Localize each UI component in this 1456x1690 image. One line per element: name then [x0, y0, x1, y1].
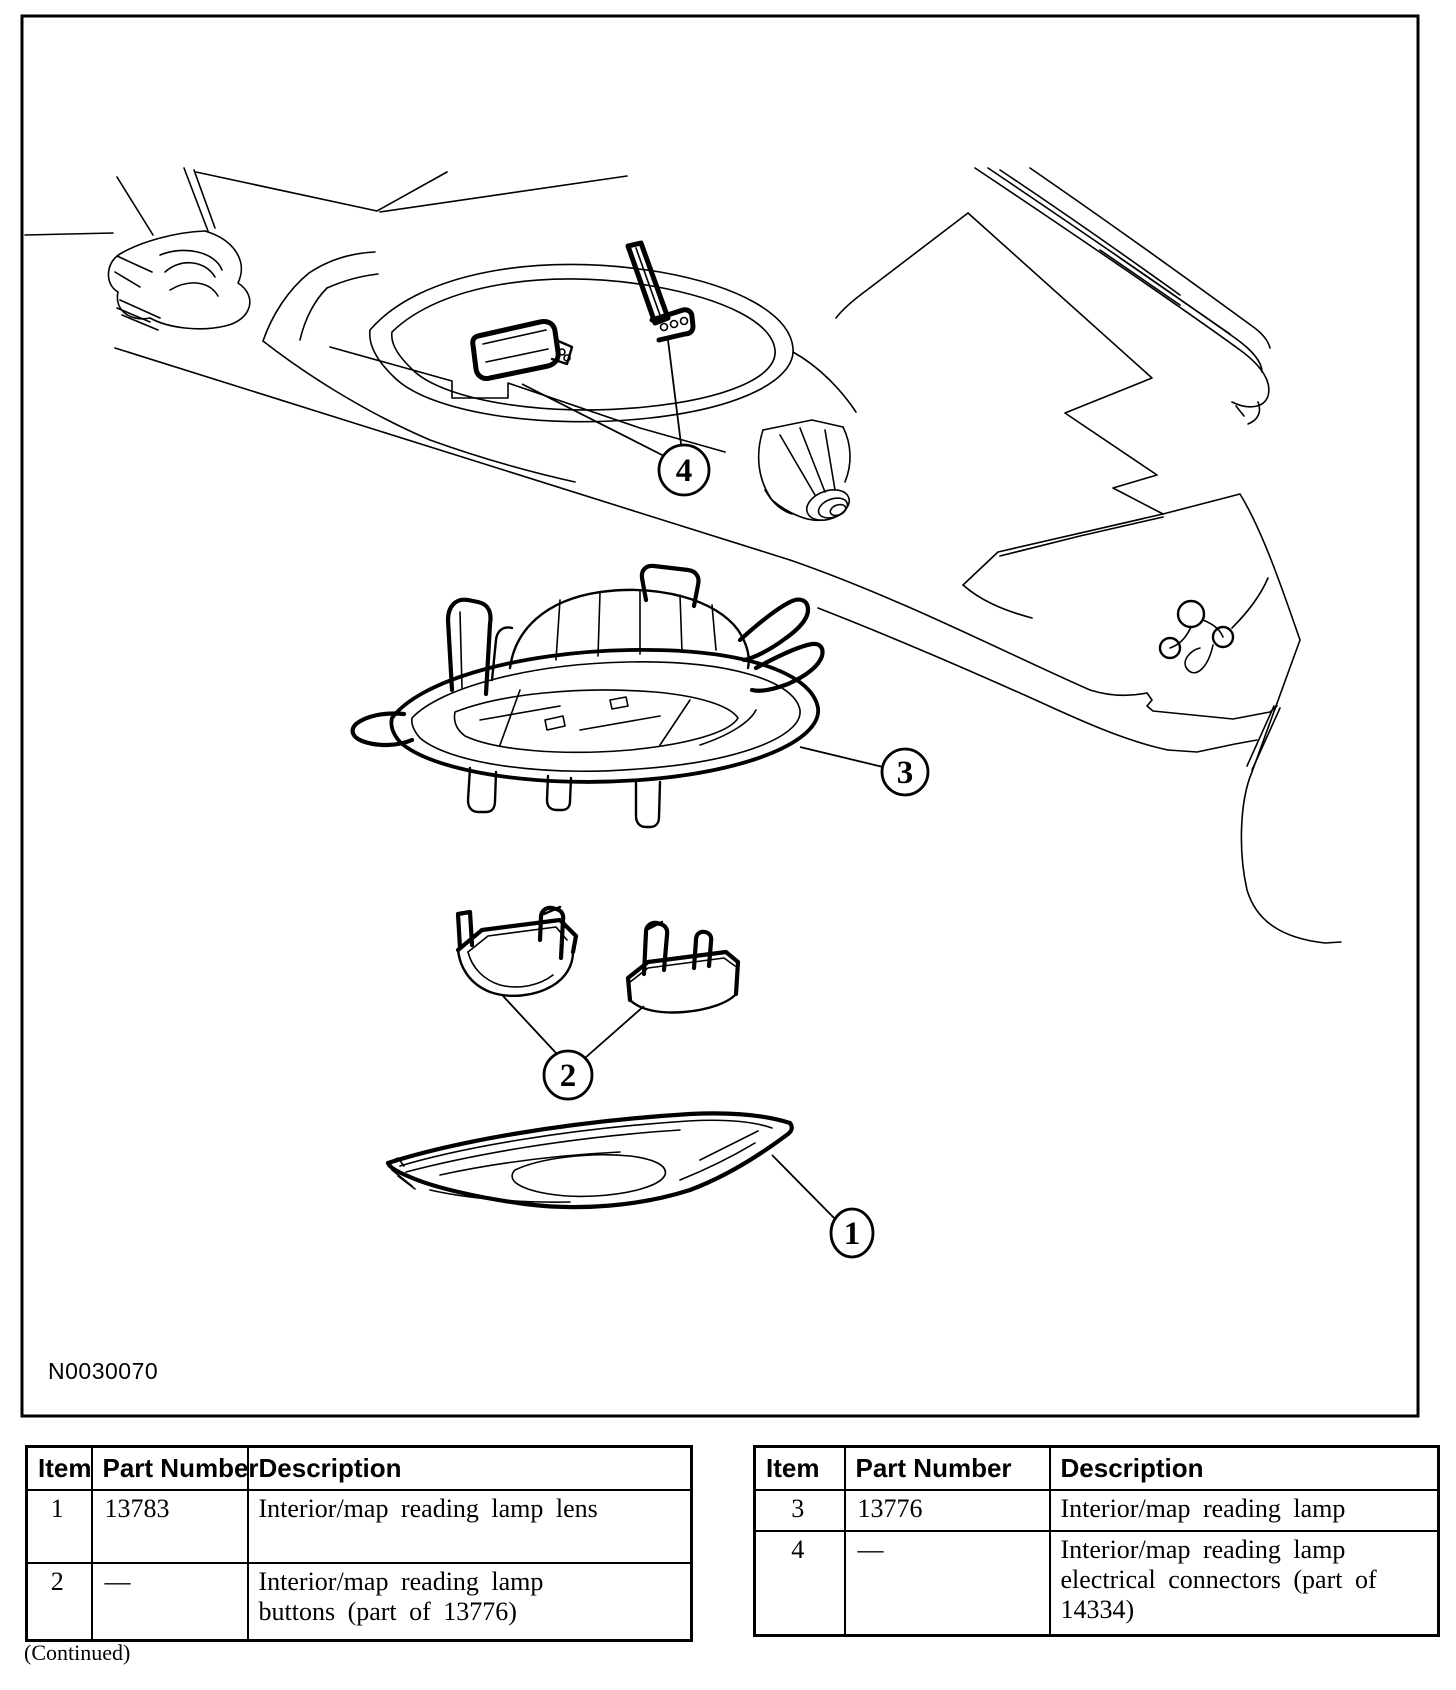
parts-table-right [753, 1445, 1440, 1637]
header-part-number: Part Number [92, 1447, 248, 1491]
part-description [1050, 1490, 1439, 1531]
visor-clip-cone [759, 420, 854, 526]
part-description [248, 1490, 692, 1563]
callout-3-label: 3 [896, 755, 914, 791]
lamp-housing [353, 566, 823, 827]
connector-vertical [628, 243, 693, 340]
headliner-outline [115, 168, 1341, 943]
callout-2 [503, 996, 644, 1099]
table-row [755, 1490, 1439, 1531]
header-item: Item [27, 1447, 92, 1491]
part-description-text: Interior/map reading lamp electrical connectors (part of 14334) [1060, 1535, 1377, 1624]
item-number: 4 [755, 1531, 845, 1635]
part-description-text: Interior/map reading lamp buttons (part of 13776) [258, 1567, 544, 1626]
part-number: 13783 [92, 1490, 248, 1563]
part-number: — [845, 1531, 1050, 1635]
console-opening [370, 264, 856, 421]
callout-4-label: 4 [675, 453, 693, 489]
part-number: 13776 [845, 1490, 1050, 1531]
callout-1-label: 1 [843, 1216, 861, 1252]
item-number: 2 [27, 1563, 92, 1640]
header-description: Description [1050, 1447, 1439, 1491]
visor-roll [25, 231, 250, 330]
part-description-text: Interior/map reading lamp [1060, 1494, 1346, 1523]
table-row [27, 1563, 692, 1640]
callout-2-label: 2 [559, 1058, 577, 1094]
connector-horizontal [473, 321, 572, 378]
item-number: 3 [755, 1490, 845, 1531]
lamp-lens [388, 1113, 792, 1207]
table-row [27, 1490, 692, 1563]
wire-grommets [1160, 578, 1268, 673]
parts-table-left [25, 1445, 693, 1642]
part-number: — [92, 1563, 248, 1640]
item-number: 1 [27, 1490, 92, 1563]
header-part-number: Part Number [845, 1447, 1050, 1491]
button-right [628, 922, 738, 1013]
continued-note: (Continued) [24, 1640, 131, 1665]
table-header-row [755, 1447, 1439, 1491]
part-description [248, 1563, 692, 1640]
part-description-text: Interior/map reading lamp lens [258, 1494, 598, 1523]
callout-3 [800, 747, 928, 795]
header-description: Description [248, 1447, 692, 1491]
button-left [458, 907, 576, 996]
table-row [755, 1531, 1439, 1635]
part-description [1050, 1531, 1439, 1635]
table-header-row [27, 1447, 692, 1491]
header-item: Item [755, 1447, 845, 1491]
callout-1 [772, 1155, 873, 1257]
figure-id-label: N0030070 [48, 1358, 159, 1384]
